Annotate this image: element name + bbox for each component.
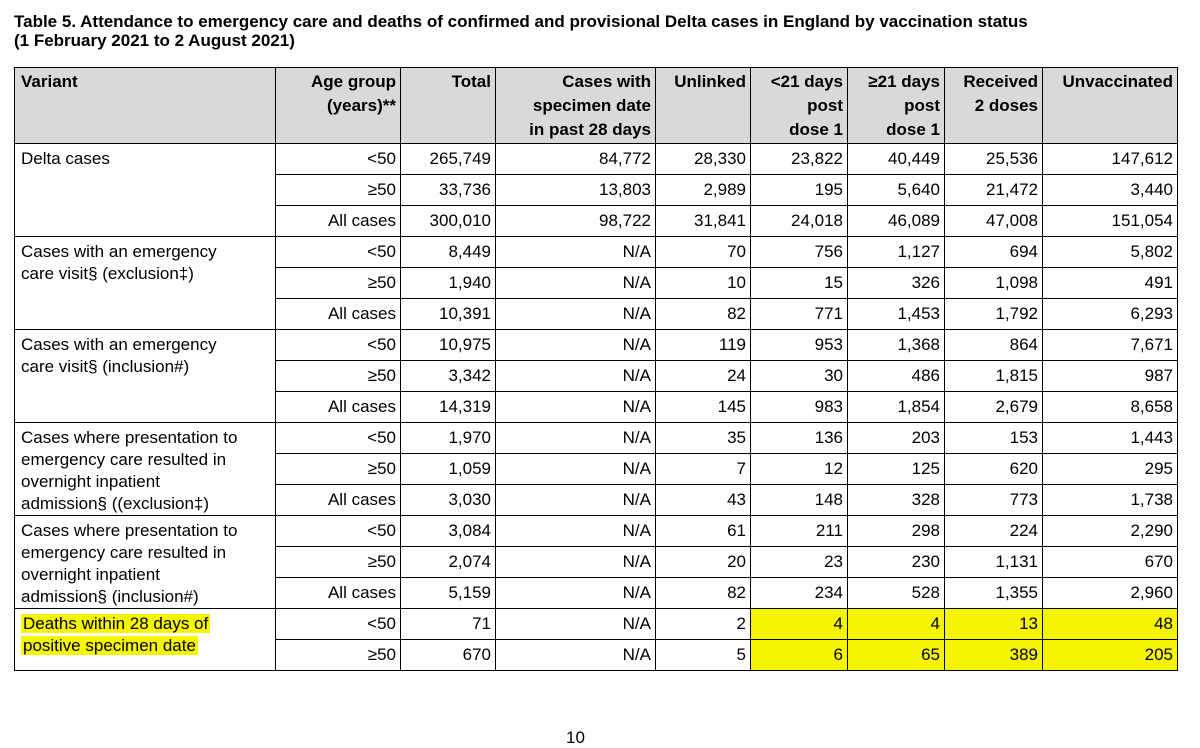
specimen-cell: 98,722 [496,206,656,237]
total-cell: 3,342 [401,361,496,392]
lt21-cell: 12 [751,454,848,485]
unlinked-cell: 7 [656,454,751,485]
unvaccinated-cell: 1,443 [1043,423,1178,454]
unlinked-cell: 24 [656,361,751,392]
age-group-cell: ≥50 [276,361,401,392]
lt21-cell: 136 [751,423,848,454]
specimen-cell: 84,772 [496,144,656,175]
specimen-cell: N/A [496,392,656,423]
specimen-cell: N/A [496,547,656,578]
age-group-cell: <50 [276,423,401,454]
variant-cell: Delta cases [15,144,276,237]
unlinked-cell: 31,841 [656,206,751,237]
ge21-cell: 125 [848,454,945,485]
unlinked-cell: 2,989 [656,175,751,206]
table-title-line-1: Table 5. Attendance to emergency care and deaths of confirmed and provisional Delta cases in England by vaccination status [14,12,1028,31]
ge21-cell: 46,089 [848,206,945,237]
unvaccinated-cell: 987 [1043,361,1178,392]
total-cell: 2,074 [401,547,496,578]
lt21-cell: 953 [751,330,848,361]
lt21-cell: 195 [751,175,848,206]
ge21-cell-highlighted: 65 [848,640,945,671]
unvaccinated-cell: 670 [1043,547,1178,578]
total-cell: 33,736 [401,175,496,206]
unvaccinated-cell: 5,802 [1043,237,1178,268]
two-doses-cell: 1,815 [945,361,1043,392]
specimen-cell: N/A [496,516,656,547]
header-ge21-days-post-dose-1: ≥21 days post dose 1 [848,68,945,144]
lt21-cell: 148 [751,485,848,516]
total-cell: 5,159 [401,578,496,609]
two-doses-cell: 620 [945,454,1043,485]
total-cell: 300,010 [401,206,496,237]
two-doses-cell: 864 [945,330,1043,361]
header-received-2-doses: Received 2 doses [945,68,1043,144]
unlinked-cell: 10 [656,268,751,299]
vaccination-status-table [14,67,1178,671]
variant-cell: Cases with an emergency care visit§ (exclusion‡) [15,237,276,330]
table-row [15,423,1178,454]
two-doses-cell: 21,472 [945,175,1043,206]
total-cell: 8,449 [401,237,496,268]
lt21-cell: 24,018 [751,206,848,237]
page-number: 10 [566,728,585,747]
specimen-cell: N/A [496,268,656,299]
ge21-cell: 326 [848,268,945,299]
two-doses-cell: 25,536 [945,144,1043,175]
age-group-cell: All cases [276,485,401,516]
header-age-group: Age group (years)** [276,68,401,144]
two-doses-cell-highlighted: 13 [945,609,1043,640]
unvaccinated-cell: 2,960 [1043,578,1178,609]
unlinked-cell: 82 [656,578,751,609]
specimen-cell: N/A [496,237,656,268]
unlinked-cell: 28,330 [656,144,751,175]
two-doses-cell: 224 [945,516,1043,547]
specimen-cell: N/A [496,485,656,516]
unvaccinated-cell: 8,658 [1043,392,1178,423]
lt21-cell: 756 [751,237,848,268]
two-doses-cell: 1,098 [945,268,1043,299]
lt21-cell: 771 [751,299,848,330]
lt21-cell: 23 [751,547,848,578]
header-unlinked: Unlinked [656,68,751,144]
specimen-cell: N/A [496,609,656,640]
total-cell: 1,940 [401,268,496,299]
header-lt21-days-post-dose-1: <21 days post dose 1 [751,68,848,144]
two-doses-cell: 1,131 [945,547,1043,578]
lt21-cell: 211 [751,516,848,547]
unlinked-cell: 70 [656,237,751,268]
two-doses-cell: 153 [945,423,1043,454]
total-cell: 670 [401,640,496,671]
ge21-cell: 1,453 [848,299,945,330]
unvaccinated-cell: 1,738 [1043,485,1178,516]
specimen-cell: N/A [496,330,656,361]
ge21-cell: 1,854 [848,392,945,423]
ge21-cell: 203 [848,423,945,454]
age-group-cell: ≥50 [276,175,401,206]
age-group-cell: <50 [276,237,401,268]
table-row [15,330,1178,361]
two-doses-cell: 1,792 [945,299,1043,330]
age-group-cell: ≥50 [276,640,401,671]
variant-cell: Cases where presentation to emergency care resulted in overnight inpatient admission§ ((exclusion‡) [15,423,276,516]
specimen-cell: N/A [496,423,656,454]
lt21-cell: 15 [751,268,848,299]
unvaccinated-cell: 6,293 [1043,299,1178,330]
age-group-cell: <50 [276,516,401,547]
age-group-cell: All cases [276,392,401,423]
table-row [15,609,1178,640]
two-doses-cell-highlighted: 389 [945,640,1043,671]
total-cell: 71 [401,609,496,640]
unlinked-cell: 35 [656,423,751,454]
specimen-cell: 13,803 [496,175,656,206]
unvaccinated-cell-highlighted: 48 [1043,609,1178,640]
table-row [15,516,1178,547]
ge21-cell: 486 [848,361,945,392]
age-group-cell: All cases [276,299,401,330]
two-doses-cell: 773 [945,485,1043,516]
lt21-cell: 30 [751,361,848,392]
unvaccinated-cell: 7,671 [1043,330,1178,361]
lt21-cell: 23,822 [751,144,848,175]
specimen-cell: N/A [496,299,656,330]
unvaccinated-cell: 151,054 [1043,206,1178,237]
table-row [15,237,1178,268]
ge21-cell: 1,368 [848,330,945,361]
age-group-cell: All cases [276,578,401,609]
lt21-cell: 234 [751,578,848,609]
age-group-cell: <50 [276,609,401,640]
unlinked-cell: 20 [656,547,751,578]
total-cell: 1,970 [401,423,496,454]
table-row [15,144,1178,175]
specimen-cell: N/A [496,361,656,392]
ge21-cell: 1,127 [848,237,945,268]
lt21-cell-highlighted: 4 [751,609,848,640]
total-cell: 3,084 [401,516,496,547]
unvaccinated-cell: 491 [1043,268,1178,299]
header-row [15,68,1178,144]
ge21-cell: 328 [848,485,945,516]
total-cell: 265,749 [401,144,496,175]
age-group-cell: <50 [276,330,401,361]
unvaccinated-cell: 295 [1043,454,1178,485]
table-body [15,144,1178,671]
unvaccinated-cell: 147,612 [1043,144,1178,175]
variant-cell-highlighted: Deaths within 28 days of positive specimen date [15,609,276,671]
table-title [14,12,1184,50]
specimen-cell: N/A [496,640,656,671]
unvaccinated-cell-highlighted: 205 [1043,640,1178,671]
ge21-cell: 5,640 [848,175,945,206]
age-group-cell: <50 [276,144,401,175]
ge21-cell: 298 [848,516,945,547]
header-variant: Variant [15,68,276,144]
specimen-cell: N/A [496,454,656,485]
unlinked-cell: 119 [656,330,751,361]
header-cases-with-specimen-date: Cases with specimen date in past 28 days [496,68,656,144]
specimen-cell: N/A [496,578,656,609]
unvaccinated-cell: 3,440 [1043,175,1178,206]
ge21-cell-highlighted: 4 [848,609,945,640]
total-cell: 10,391 [401,299,496,330]
age-group-cell: ≥50 [276,547,401,578]
ge21-cell: 230 [848,547,945,578]
lt21-cell-highlighted: 6 [751,640,848,671]
ge21-cell: 40,449 [848,144,945,175]
age-group-cell: ≥50 [276,268,401,299]
two-doses-cell: 694 [945,237,1043,268]
variant-cell: Cases with an emergency care visit§ (inclusion#) [15,330,276,423]
total-cell: 1,059 [401,454,496,485]
unvaccinated-cell: 2,290 [1043,516,1178,547]
variant-cell: Cases where presentation to emergency care resulted in overnight inpatient admission§ (inclusion#) [15,516,276,609]
age-group-cell: All cases [276,206,401,237]
unlinked-cell: 43 [656,485,751,516]
total-cell: 14,319 [401,392,496,423]
unlinked-cell: 2 [656,609,751,640]
header-total: Total [401,68,496,144]
age-group-cell: ≥50 [276,454,401,485]
header-unvaccinated: Unvaccinated [1043,68,1178,144]
unlinked-cell: 145 [656,392,751,423]
two-doses-cell: 2,679 [945,392,1043,423]
unlinked-cell: 61 [656,516,751,547]
two-doses-cell: 1,355 [945,578,1043,609]
total-cell: 10,975 [401,330,496,361]
total-cell: 3,030 [401,485,496,516]
unlinked-cell: 5 [656,640,751,671]
table-title-line-2: (1 February 2021 to 2 August 2021) [14,31,295,50]
ge21-cell: 528 [848,578,945,609]
lt21-cell: 983 [751,392,848,423]
two-doses-cell: 47,008 [945,206,1043,237]
unlinked-cell: 82 [656,299,751,330]
